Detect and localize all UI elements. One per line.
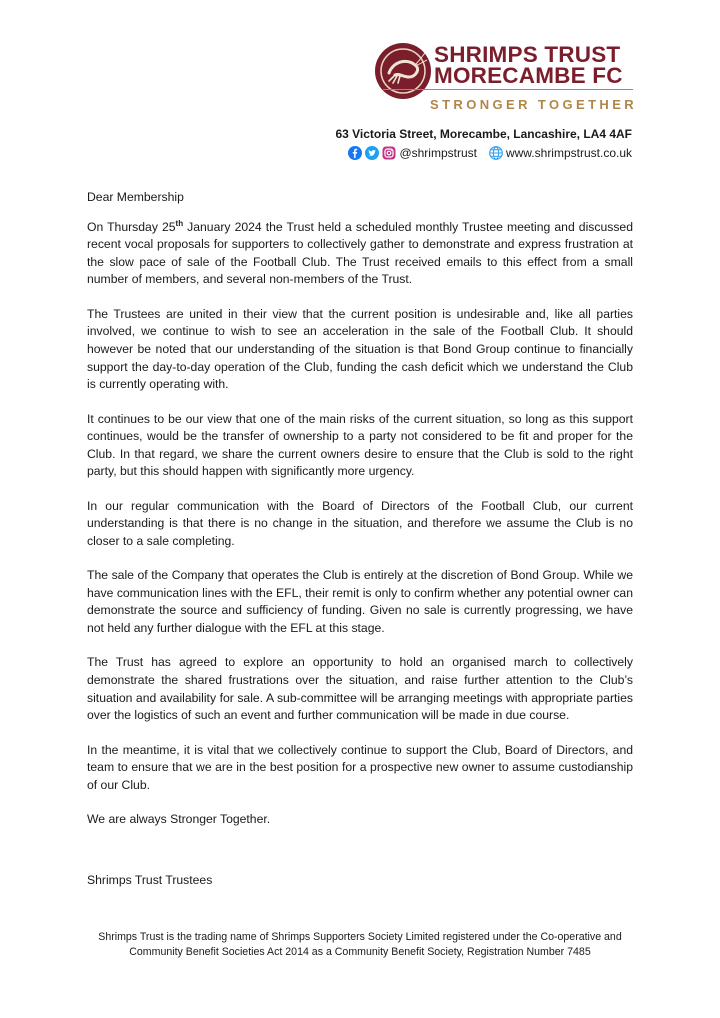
brand-name: SHRIMPS TRUST [434, 42, 621, 67]
paragraph-8: We are always Stronger Together. [87, 812, 271, 827]
brand-tagline: STRONGER TOGETHER [430, 97, 638, 112]
footer-line-1: Shrimps Trust is the trading name of Shrimps Supporters Society Limited registered under the Co-operative and [98, 931, 622, 943]
brand-divider [383, 89, 633, 90]
date-ordinal: th [175, 218, 184, 228]
instagram-icon[interactable] [382, 146, 396, 160]
twitter-icon[interactable] [365, 146, 379, 160]
shrimp-logo-icon [375, 43, 431, 99]
paragraph-4: In our regular communication with the Board of Directors of the Football Club, our current understanding is that there is no change in the situation, and therefore we assume the Club is no closer to a sale completing. [87, 498, 633, 548]
paragraph-2: The Trustees are united in their view that the current position is undesirable and, like all parties involved, we continue to wish to see an acceleration in the sale of the Football Club. It should however be noted that our understanding of the situation is that Bond Group continue to financially support the day-to-day operation of the Club, funding the cash deficit which we understand the Club is currently operating with. [87, 306, 633, 392]
letter-body [87, 189, 633, 846]
facebook-icon[interactable] [348, 146, 362, 160]
address: 63 Victoria Street, Morecambe, Lancashire, LA4 4AF [335, 127, 632, 141]
brand-club: MORECAMBE FC [434, 63, 623, 88]
social-handle[interactable]: @shrimpstrust [399, 146, 477, 160]
globe-icon [489, 146, 503, 160]
paragraph-1 [87, 219, 633, 289]
letterhead [0, 0, 720, 170]
salutation: Dear Membership [87, 190, 184, 204]
paragraph-5: The sale of the Company that operates the Club is entirely at the discretion of Bond Group. While we have communication lines with the EFL, their remit is only to confirm whether any potential owner can demonstrate the source and sufficiency of funding. Given no sale is currently progressing, we have not held any further dialogue with the EFL at this stage. [87, 568, 633, 636]
signoff: Shrimps Trust Trustees [87, 873, 213, 887]
footer-line-2: Community Benefit Societies Act 2014 as a Community Benefit Society, Registration Number 7485 [129, 946, 591, 958]
paragraph-7: In the meantime, it is vital that we collectively continue to support the Club, Board of Directors, and team to ensure that we are in the best position for a prospective new owner to assume custodianship of our Club. [87, 742, 633, 792]
paragraph-6: The Trust has agreed to explore an opportunity to hold an organised march to collectively demonstrate the shared frustrations over the situation, and raise further attention to the Club’s situation and availability for sale. A sub-committee will be arranging meetings with appropriate parties over the logistics of such an event and further communication will be made in due course. [87, 655, 633, 723]
paragraph-1-start: On Thursday 25 [87, 219, 176, 234]
footer [40, 930, 680, 960]
paragraph-1-rest: January 2024 the Trust held a scheduled monthly Trustee meeting and discussed recent vocal proposals for supporters to collectively gather to demonstrate and express frustration at the slow pace of sale of the Football Club. The Trust received emails to this effect from a small number of members, and several non-members of the Trust. [87, 219, 633, 287]
website-link[interactable]: www.shrimpstrust.co.uk [505, 146, 632, 160]
paragraph-3: It continues to be our view that one of the main risks of the current situation, so long as this support continues, would be the transfer of ownership to a party not considered to be fit and proper for the Club. In that regard, we share the current owners desire to ensure that the Club is sold to the right party, but this should happen with significantly more urgency. [87, 411, 633, 479]
contact-row [348, 146, 632, 160]
